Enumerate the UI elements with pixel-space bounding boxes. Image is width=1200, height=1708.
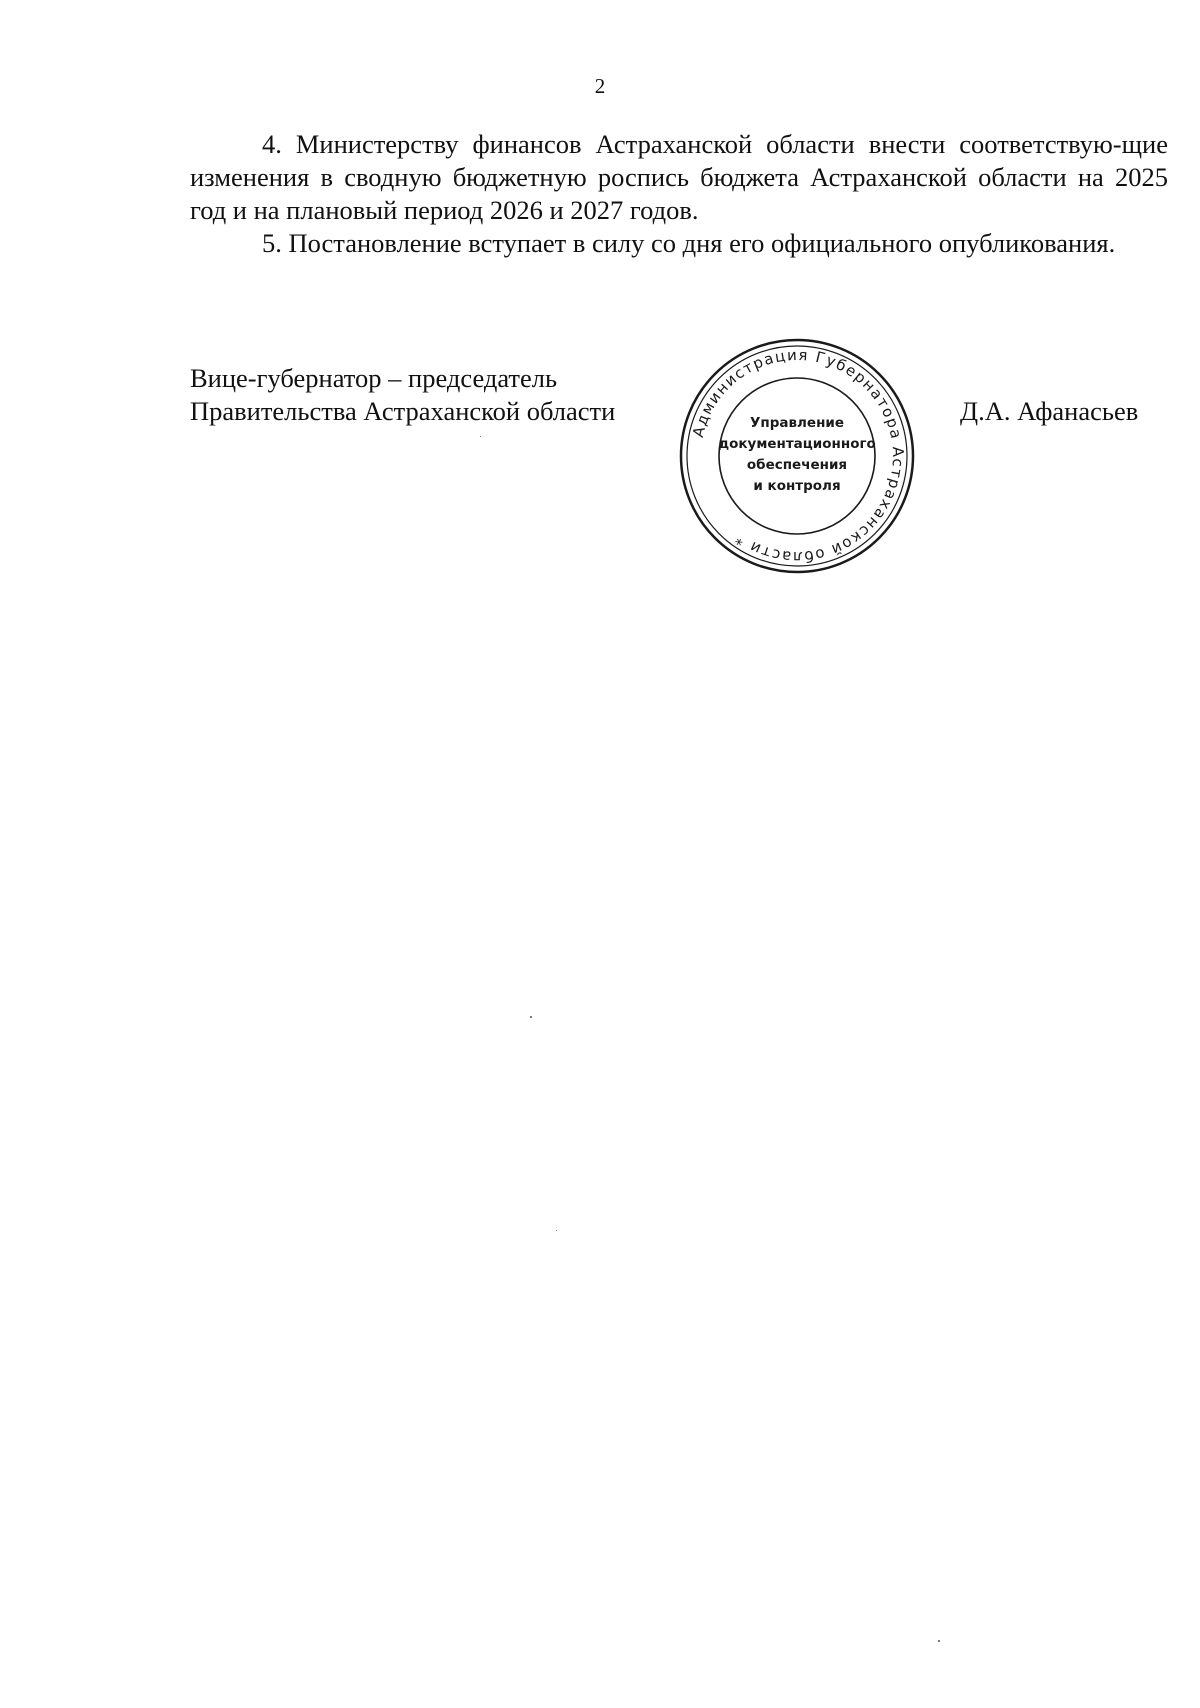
seal-inner-ring — [719, 378, 875, 534]
signatory-position-line-2: Правительства Астраханской области — [190, 396, 616, 426]
scan-speck — [938, 1640, 940, 1642]
paragraph-5: 5. Постановление вступает в силу со дня его официального опубликования. — [262, 228, 1116, 258]
signatory-position-line-1: Вице-губернатор – председатель — [190, 363, 558, 393]
seal-outer-ring — [681, 340, 913, 572]
seal-icon — [677, 336, 917, 576]
seal-outer-text: Администрация Губернатора Астраханской области * — [688, 345, 908, 567]
scan-speck — [556, 1230, 557, 1231]
seal-inner-line-2: документационного — [718, 436, 876, 452]
official-seal-stamp — [677, 336, 917, 576]
paragraph-4: 4. Министерству финансов Астраханской области внести соответствую-щие изменения в сводную бюджетную роспись бюджета Астраханской области на 2025 год и на плановый период 2026 и 2027 годов. — [190, 129, 1168, 225]
signatory-name: Д.А. Афанасьев — [960, 396, 1139, 426]
page-number: 2 — [594, 74, 606, 98]
scan-speck — [530, 1016, 532, 1018]
signatory-position — [190, 362, 615, 428]
seal-inner-line-3: обеспечения — [746, 457, 848, 473]
seal-inner-line-4: и контроля — [753, 478, 841, 494]
scan-speck — [480, 436, 481, 437]
document-body — [190, 128, 1168, 260]
seal-inner-line-1: Управление — [749, 415, 845, 431]
